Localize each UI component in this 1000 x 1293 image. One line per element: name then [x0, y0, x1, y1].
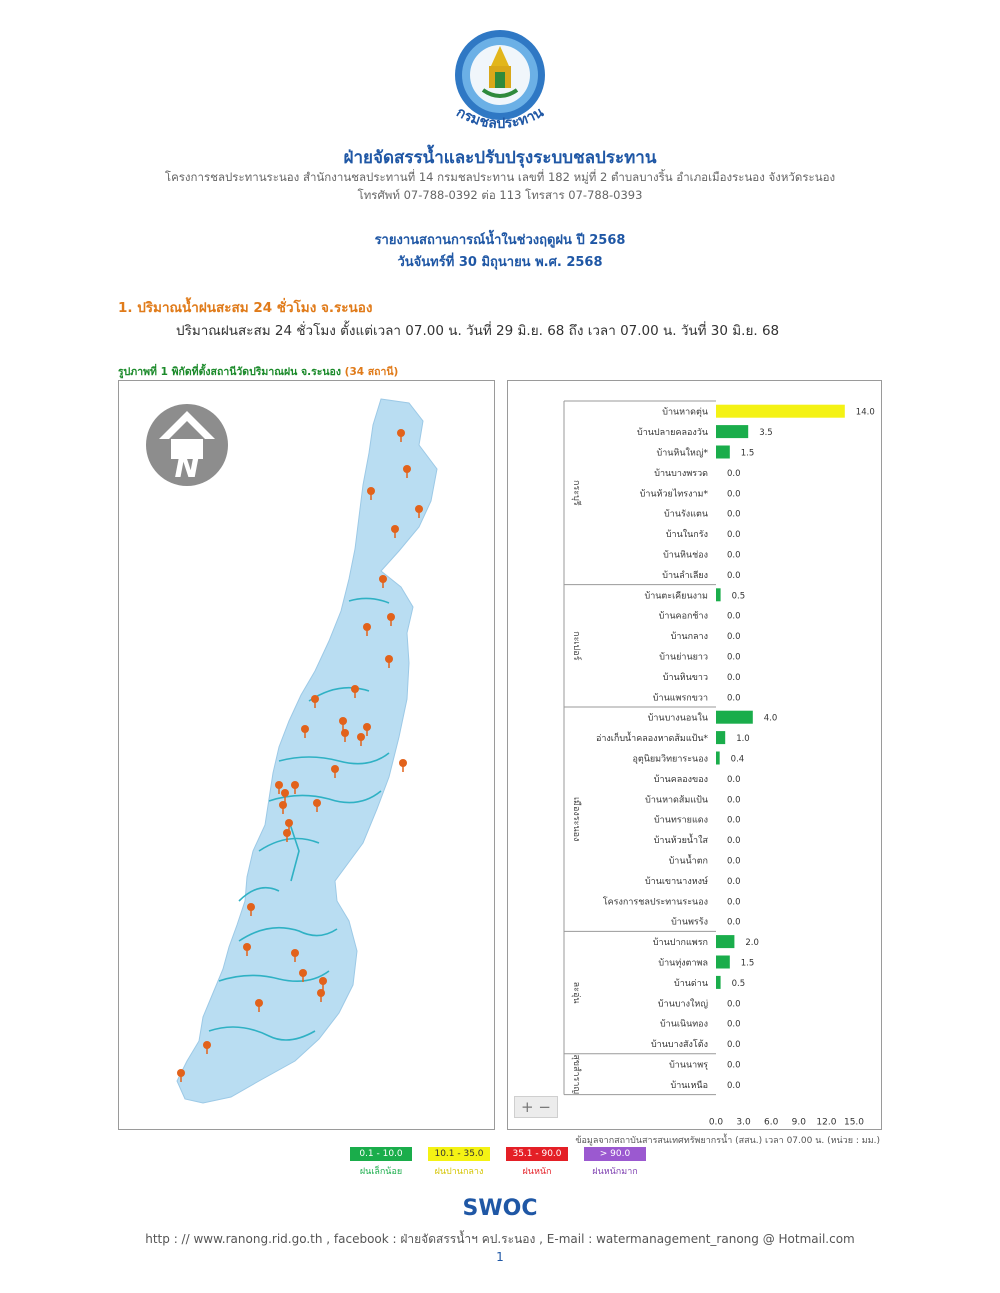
ranong-province-shape — [177, 399, 437, 1103]
bar-value-label: 1.0 — [736, 734, 750, 745]
logo-text: กรมชลประทาน — [453, 104, 547, 133]
figure-caption — [118, 363, 398, 380]
station-label: บ้านทรายแดง — [653, 815, 708, 826]
bar-value-label: 0.0 — [727, 672, 741, 683]
station-label: บ้านหินขาว — [662, 672, 708, 683]
bar-value-label: 0.0 — [727, 815, 741, 826]
legend-range-swatch: 10.1 - 35.0 — [428, 1147, 490, 1161]
bar-value-label: 0.0 — [727, 632, 741, 643]
bar-value-label: 0.0 — [727, 1080, 741, 1091]
station-label: บ้านหินช่อง — [663, 550, 708, 561]
bar-value-label: 0.0 — [727, 489, 741, 500]
station-label: บ้านนาพรุ — [669, 1060, 708, 1071]
station-label: บ้านห้วยน้ำใส — [653, 836, 708, 847]
bar-value-label: 3.5 — [759, 428, 773, 439]
bar-value-label: 0.0 — [727, 774, 741, 785]
bar-value-label: 0.0 — [727, 611, 741, 622]
rainfall-bar[interactable] — [716, 752, 720, 765]
bar-value-label: 0.5 — [731, 591, 746, 602]
station-label: โครงการชลประทานระนอง — [602, 897, 708, 908]
legend-category-label: ฝนหนักมาก — [592, 1167, 638, 1177]
district-group-label: เมืองระนอง — [571, 796, 581, 842]
station-label: บ้านปลายคลองวัน — [636, 428, 708, 439]
station-map — [119, 381, 494, 1129]
station-label: บ้านในกรัง — [665, 530, 708, 541]
station-label: อ่างเก็บน้ำคลองหาดส้มแป้น* — [595, 734, 708, 745]
rainfall-bar[interactable] — [716, 731, 725, 744]
station-label: บ้านบางพรวด — [654, 468, 708, 479]
zoom-in-button[interactable]: + — [521, 1098, 534, 1116]
legend-category-label: ฝนเล็กน้อย — [359, 1167, 403, 1177]
legend-range-swatch: > 90.0 — [584, 1147, 646, 1161]
report-title: รายงานสถานการณ์น้ำในช่วงฤดูฝน ปี 2568 — [374, 233, 626, 248]
bar-value-label: 0.0 — [727, 1019, 741, 1030]
station-label: บ้านปากแพรก — [652, 938, 708, 949]
station-label: บ้านห้วยไทรงาม* — [639, 489, 708, 500]
x-tick-label: 3.0 — [736, 1117, 751, 1128]
bar-value-label: 14.0 — [855, 407, 875, 418]
station-label: บ้านด่าน — [674, 978, 708, 989]
station-label: บ้านบางใหญ่ — [657, 999, 708, 1010]
bar-value-label: 0.0 — [727, 509, 741, 520]
bar-value-label: 0.0 — [727, 856, 741, 867]
station-label: บ้านหาดตุ่น — [662, 407, 708, 418]
rainfall-bar[interactable] — [716, 711, 753, 724]
bar-value-label: 0.0 — [727, 693, 741, 704]
org-title: ฝ่ายจัดสรรน้ำและปรับปรุงระบบชลประทาน — [343, 148, 657, 168]
bar-value-label: 0.5 — [731, 978, 746, 989]
x-tick-label: 15.0 — [843, 1117, 865, 1128]
bar-value-label: 0.0 — [727, 897, 741, 908]
bar-value-label: 0.0 — [727, 999, 741, 1010]
station-label: บ้านพรร้ง — [671, 917, 708, 928]
source-note: ข้อมูลจากสถาบันสารสนเทศทรัพยากรน้ำ (สสน.) เวลา 07.00 น. (หน่วย : มม.) — [575, 1136, 880, 1146]
zoom-out-button[interactable]: − — [538, 1098, 551, 1116]
bar-value-label: 0.0 — [727, 550, 741, 561]
bar-value-label: 1.5 — [740, 958, 755, 969]
bar-value-label: 0.0 — [727, 468, 741, 479]
north-label: N — [174, 450, 200, 485]
bar-value-label: 0.0 — [727, 1060, 741, 1071]
bar-value-label: 0.0 — [727, 652, 741, 663]
station-label: บ้านเนินทอง — [659, 1019, 708, 1030]
bar-value-label: 1.5 — [740, 448, 755, 459]
swoc-brand: SWOC — [462, 1196, 538, 1221]
bar-value-label: 0.0 — [727, 917, 741, 928]
station-label: อุตุนิยมวิทยาระนอง — [632, 754, 708, 765]
rainfall-bar-chart — [508, 381, 881, 1129]
section-heading: 1. ปริมาณน้ำฝนสะสม 24 ชั่วโมง จ.ระนอง — [118, 300, 373, 316]
legend-range-swatch: 0.1 - 10.0 — [350, 1147, 412, 1161]
x-tick-label: 0.0 — [708, 1117, 724, 1128]
svg-text:กรมชลประทาน — [454, 104, 547, 132]
legend-category-label: ฝนหนัก — [522, 1167, 552, 1177]
rainfall-bar[interactable] — [716, 935, 734, 948]
station-label: บ้านคลองของ — [653, 774, 708, 785]
station-label: บ้านกลาง — [670, 632, 708, 643]
bar-value-label: 0.4 — [730, 754, 745, 765]
rainfall-bar[interactable] — [716, 446, 730, 459]
station-label: บ้านหาดส้มแป้น — [645, 795, 708, 806]
station-label: บ้านเขานางหงษ์ — [644, 876, 708, 887]
station-label: บ้านบางสังโต้ง — [650, 1040, 708, 1051]
bar-value-label: 0.0 — [727, 1040, 741, 1051]
x-tick-label: 9.0 — [791, 1117, 806, 1128]
district-group-label: ละอุ่น — [571, 981, 581, 1004]
section-description: ปริมาณฝนสะสม 24 ชั่วโมง ตั้งแต่เวลา 07.00 น. วันที่ 29 มิ.ย. 68 ถึง เวลา 07.00 น. วันที่ 30 มิ.ย. 68 — [176, 323, 780, 339]
district-group-label: กะเปอร์ — [571, 631, 581, 661]
figure-caption-text: รูปภาพที่ 1 พิกัดที่ตั้งสถานีวัดปริมาณฝน จ.ระนอง — [118, 366, 341, 378]
district-group-label: สุขสำราญ — [571, 1054, 581, 1095]
rainfall-chart-panel — [507, 380, 882, 1130]
station-label: บ้านแพรกขวา — [652, 693, 708, 704]
station-label: บ้านลำเลียง — [662, 570, 708, 581]
legend-category-label: ฝนปานกลาง — [434, 1167, 484, 1177]
chart-zoom-controls[interactable] — [514, 1096, 558, 1118]
rid-logo-text — [420, 100, 580, 150]
footer-contact: http : // www.ranong.rid.go.th , facebook : ฝ่ายจัดสรรน้ำฯ คป.ระนอง , E-mail : watermanagement_ranong @ Hotmail.com — [145, 1232, 855, 1246]
legend-range-swatch: 35.1 - 90.0 — [506, 1147, 568, 1161]
rainfall-bar[interactable] — [716, 425, 748, 438]
station-label: บ้านบางนอนใน — [647, 713, 708, 724]
station-label: บ้านคอกช้าง — [658, 611, 708, 622]
bar-value-label: 4.0 — [763, 713, 778, 724]
station-label: บ้านเหนือ — [670, 1080, 708, 1091]
org-phone: โทรศัพท์ 07-788-0392 ต่อ 113 โทรสาร 07-788-0393 — [357, 188, 643, 202]
station-label: บ้านทุ่งตาพล — [658, 958, 708, 969]
x-tick-label: 6.0 — [764, 1117, 779, 1128]
x-tick-label: 12.0 — [816, 1117, 837, 1128]
bar-value-label: 0.0 — [727, 570, 741, 581]
bar-value-label: 0.0 — [727, 876, 741, 887]
report-date: วันจันทร์ที่ 30 มิถุนายน พ.ศ. 2568 — [397, 255, 603, 270]
station-label: บ้านหินใหญ่* — [656, 448, 708, 459]
bar-value-label: 2.0 — [745, 938, 759, 949]
station-label: บ้านตะเคียนงาม — [644, 591, 708, 602]
station-pin-icon[interactable] — [399, 759, 407, 772]
north-arrow-icon — [146, 404, 228, 486]
district-group-label: กระบุรี — [571, 479, 581, 506]
station-count: (34 สถานี) — [344, 366, 399, 378]
bar-value-label: 0.0 — [727, 836, 741, 847]
station-label: บ้านย่านยาว — [659, 652, 708, 663]
station-map-panel — [118, 380, 495, 1130]
page-number: 1 — [496, 1250, 504, 1264]
rainfall-bar[interactable] — [716, 976, 721, 989]
bar-value-label: 0.0 — [727, 530, 741, 541]
station-label: บ้านรังแตน — [664, 509, 708, 520]
station-label: บ้านน้ำตก — [668, 856, 708, 867]
rainfall-bar[interactable] — [716, 405, 845, 418]
bar-value-label: 0.0 — [727, 795, 741, 806]
org-address: โครงการชลประทานระนอง สำนักงานชลประทานที่ 14 กรมชลประทาน เลขที่ 182 หมู่ที่ 2 ตำบลบางริ้น อำเภอเมืองระนอง จังหวัดระนอง — [164, 170, 836, 184]
rainfall-bar[interactable] — [716, 956, 730, 969]
rainfall-bar[interactable] — [716, 588, 721, 601]
